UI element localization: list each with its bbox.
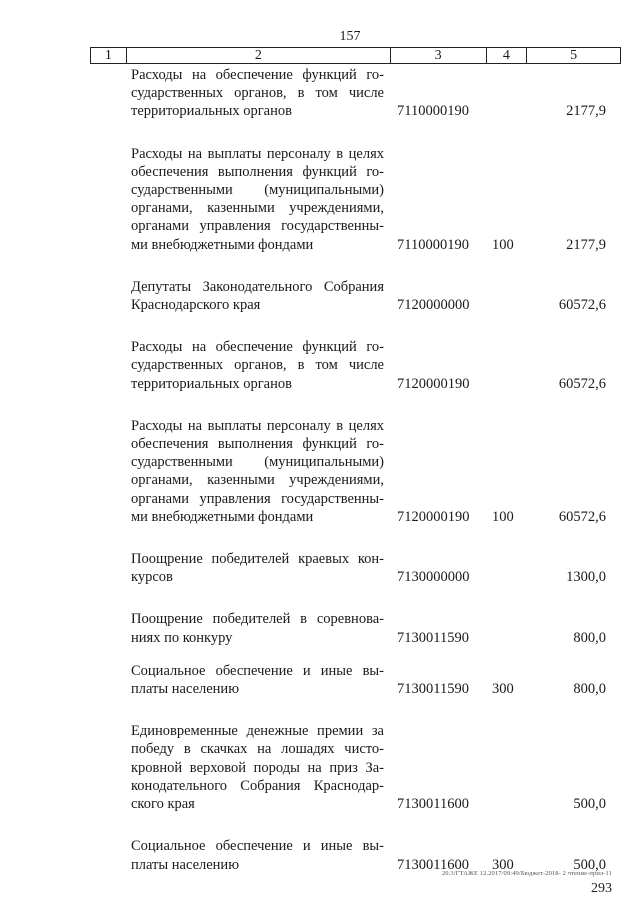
description-line: Расходы на обеспечение функций го- (131, 339, 384, 356)
row-code: 7130011600 (397, 856, 469, 873)
description-line: Единовременные денежные премии за (131, 723, 384, 740)
description-line: ского края (131, 796, 195, 813)
table-row (0, 722, 640, 813)
header-col-3: 3 (391, 48, 487, 63)
description-line: кровной верховой породы на приз За- (131, 759, 384, 776)
description-line: ниях по конкуру (131, 629, 233, 646)
row-description (131, 417, 384, 526)
row-amount: 60572,6 (558, 508, 606, 525)
page-number: 157 (339, 29, 361, 44)
row-amount: 500,0 (573, 796, 606, 813)
description-line: ми внебюджетными фондами (131, 236, 314, 253)
row-code: 7130011590 (397, 681, 469, 698)
row-code: 7130011590 (397, 629, 469, 646)
description-line: органами, казенными учреждениями, (131, 472, 384, 489)
header-col-4: 4 (487, 48, 528, 63)
row-amount: 2177,9 (566, 236, 606, 253)
description-line: Депутаты Законодательного Собрания (131, 278, 384, 295)
table-row (0, 417, 640, 526)
description-line: платы населению (131, 681, 240, 698)
description-line: Социальное обеспечение и иные вы- (131, 662, 384, 679)
row-code: 7110000190 (397, 103, 469, 120)
table-row (0, 278, 640, 314)
description-line: победу в скачках на лошадях чисто- (131, 741, 384, 758)
table-row (0, 66, 640, 121)
description-line: ми внебюджетными фондами (131, 508, 314, 525)
row-description (131, 550, 384, 586)
row-amount: 2177,9 (566, 103, 606, 120)
row-code: 7120000190 (397, 375, 470, 392)
table-row (0, 837, 640, 873)
header-col-2: 2 (127, 48, 391, 63)
row-code: 7110000190 (397, 236, 469, 253)
description-line: органами управления государственны- (131, 490, 384, 507)
row-amount: 60572,6 (558, 375, 606, 392)
table-header (90, 47, 621, 64)
table-row (0, 550, 640, 586)
row-expense-type: 100 (492, 236, 514, 253)
description-line: сударственными (муниципальными) (131, 454, 384, 471)
footer-page-number: 293 (591, 881, 612, 896)
table-row (0, 662, 640, 698)
description-line: Расходы на выплаты персоналу в целях (131, 417, 384, 434)
row-expense-type: 300 (492, 856, 514, 873)
header-col-1: 1 (91, 48, 127, 63)
description-line: территориальных органов (131, 103, 292, 120)
row-amount: 800,0 (573, 629, 606, 646)
table-row (0, 145, 640, 254)
description-line: сударственных органов, в том числе (131, 357, 384, 374)
row-expense-type: 300 (492, 681, 514, 698)
row-description (131, 338, 384, 393)
description-line: сударственными (муниципальными) (131, 182, 384, 199)
row-code: 7120000190 (397, 508, 470, 525)
row-description (131, 837, 384, 873)
description-line: сударственных органов, в том числе (131, 85, 384, 102)
row-description (131, 145, 384, 254)
row-description (131, 662, 384, 698)
header-col-5: 5 (570, 48, 578, 63)
row-description (131, 722, 384, 813)
row-amount: 500,0 (573, 856, 606, 873)
table-body (0, 66, 640, 874)
row-description (131, 610, 384, 646)
description-line: Расходы на обеспечение функций го- (131, 67, 384, 83)
row-description (131, 278, 384, 314)
description-line: Краснодарского края (131, 297, 261, 314)
row-amount: 800,0 (573, 681, 606, 698)
description-line: органами, казенными учреждениями, (131, 200, 384, 217)
description-line: конодательного Собрания Краснодар- (131, 777, 384, 794)
footer-stamp: 20.3/ГТАЖЕ 12.2017/09:49/Бюджет-2018- 2 чтение-прил-11 (441, 870, 612, 877)
description-line: Поощрение победителей краевых кон- (131, 551, 384, 568)
description-line: Поощрение победителей в соревнова- (131, 611, 384, 628)
description-line: территориальных органов (131, 375, 292, 392)
table-row (0, 338, 640, 393)
row-expense-type: 100 (492, 508, 514, 525)
description-line: органами управления государственны- (131, 218, 384, 235)
table-row (0, 610, 640, 646)
row-amount: 60572,6 (558, 297, 606, 314)
row-code: 7130011600 (397, 796, 469, 813)
description-line: платы населению (131, 856, 240, 873)
description-line: курсов (131, 569, 173, 586)
row-code: 7130000000 (397, 569, 470, 586)
description-line: Расходы на выплаты персоналу в целях (131, 145, 384, 162)
row-description (131, 66, 384, 121)
row-amount: 1300,0 (566, 569, 606, 586)
description-line: Социальное обеспечение и иные вы- (131, 838, 384, 855)
description-line: обеспечения выполнения функций го- (131, 163, 384, 180)
description-line: обеспечения выполнения функций го- (131, 436, 384, 453)
row-code: 7120000000 (397, 297, 470, 314)
